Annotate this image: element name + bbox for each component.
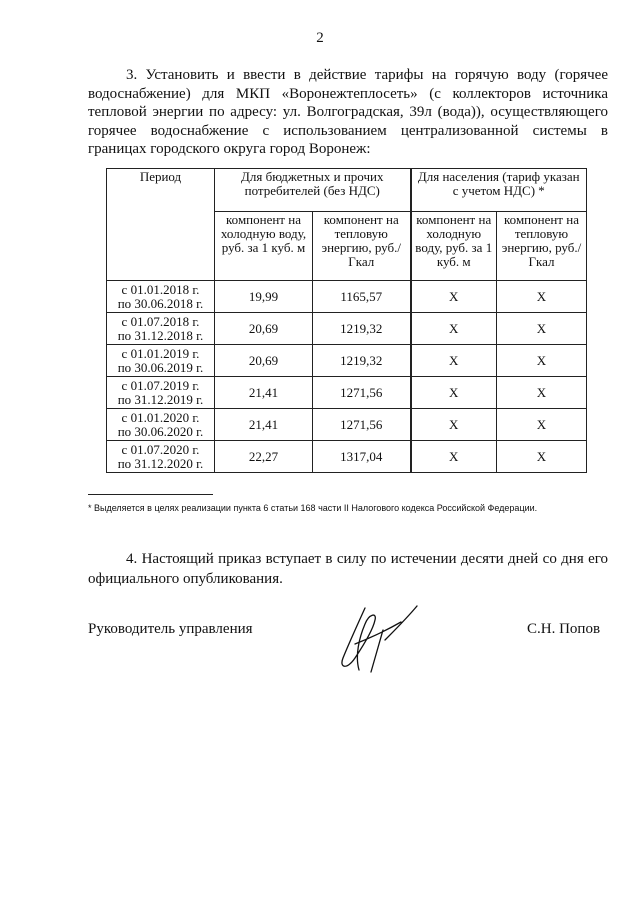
cold-water-cell: 20,69 bbox=[215, 345, 313, 377]
signature-icon bbox=[325, 600, 425, 680]
period-cell: с 01.07.2019 г. по 31.12.2019 г. bbox=[107, 377, 215, 409]
heat-energy-cell: 1219,32 bbox=[313, 345, 411, 377]
cold-water-population-cell: Х bbox=[411, 313, 497, 345]
header-period: Период bbox=[107, 169, 215, 281]
cold-water-population-cell: Х bbox=[411, 377, 497, 409]
header-budget: Для бюджетных и прочих потребителей (без НДС) bbox=[215, 169, 411, 212]
period-cell: с 01.07.2018 г. по 31.12.2018 г. bbox=[107, 313, 215, 345]
cold-water-population-cell: Х bbox=[411, 409, 497, 441]
cold-water-cell: 22,27 bbox=[215, 441, 313, 473]
footnote-divider bbox=[88, 494, 213, 495]
table-row bbox=[107, 345, 587, 377]
heat-energy-population-cell: Х bbox=[497, 377, 587, 409]
signatory-title: Руководитель управления bbox=[88, 621, 253, 637]
heat-energy-population-cell: Х bbox=[497, 313, 587, 345]
table-row bbox=[107, 377, 587, 409]
cold-water-population-cell: Х bbox=[411, 441, 497, 473]
cold-water-cell: 21,41 bbox=[215, 409, 313, 441]
paragraph-4: 4. Настоящий приказ вступает в силу по истечении десяти дней со дня его официального опубликования. bbox=[88, 551, 608, 587]
table-row bbox=[107, 313, 587, 345]
cold-water-population-cell: Х bbox=[411, 345, 497, 377]
cold-water-population-cell: Х bbox=[411, 281, 497, 313]
cold-water-cell: 20,69 bbox=[215, 313, 313, 345]
footnote: * Выделяется в целях реализации пункта 6 статьи 168 части II Налогового кодекса Российской Федерации. bbox=[88, 503, 538, 513]
header-population: Для населения (тариф указан с учетом НДС) * bbox=[411, 169, 587, 212]
heat-energy-population-cell: Х bbox=[497, 345, 587, 377]
cold-water-cell: 19,99 bbox=[215, 281, 313, 313]
table-row bbox=[107, 441, 587, 473]
subheader-cold-water-population: компонент на холодную воду, руб. за 1 куб. м bbox=[411, 212, 497, 281]
heat-energy-cell: 1219,32 bbox=[313, 313, 411, 345]
period-cell: с 01.01.2020 г. по 30.06.2020 г. bbox=[107, 409, 215, 441]
period-cell: с 01.07.2020 г. по 31.12.2020 г. bbox=[107, 441, 215, 473]
heat-energy-population-cell: Х bbox=[497, 281, 587, 313]
table-row bbox=[107, 409, 587, 441]
heat-energy-cell: 1317,04 bbox=[313, 441, 411, 473]
subheader-heat-energy: компонент на тепловую энергию, руб./Гкал bbox=[313, 212, 411, 281]
period-cell: с 01.01.2018 г. по 30.06.2018 г. bbox=[107, 281, 215, 313]
heat-energy-cell: 1165,57 bbox=[313, 281, 411, 313]
page-number: 2 bbox=[316, 30, 324, 46]
table-row bbox=[107, 281, 587, 313]
cold-water-cell: 21,41 bbox=[215, 377, 313, 409]
heat-energy-cell: 1271,56 bbox=[313, 409, 411, 441]
heat-energy-population-cell: Х bbox=[497, 441, 587, 473]
heat-energy-cell: 1271,56 bbox=[313, 377, 411, 409]
heat-energy-population-cell: Х bbox=[497, 409, 587, 441]
subheader-cold-water: компонент на холодную воду, руб. за 1 куб. м bbox=[215, 212, 313, 281]
tariff-table bbox=[106, 168, 587, 473]
signatory-name: С.Н. Попов bbox=[527, 621, 601, 637]
period-cell: с 01.01.2019 г. по 30.06.2019 г. bbox=[107, 345, 215, 377]
subheader-heat-energy-population: компонент на тепловую энергию, руб./Гкал bbox=[497, 212, 587, 281]
paragraph-3: 3. Установить и ввести в действие тарифы на горячую воду (горячее водоснабжение) для МКП «Воронежтеплосеть» (с коллекторов источника тепловой энергии по адресу: ул. Волгоградская, 39л (вода)), осуществляющего горячее водоснабжение с использованием централизованной системы в границах городского округа город Воронеж: bbox=[88, 67, 608, 157]
